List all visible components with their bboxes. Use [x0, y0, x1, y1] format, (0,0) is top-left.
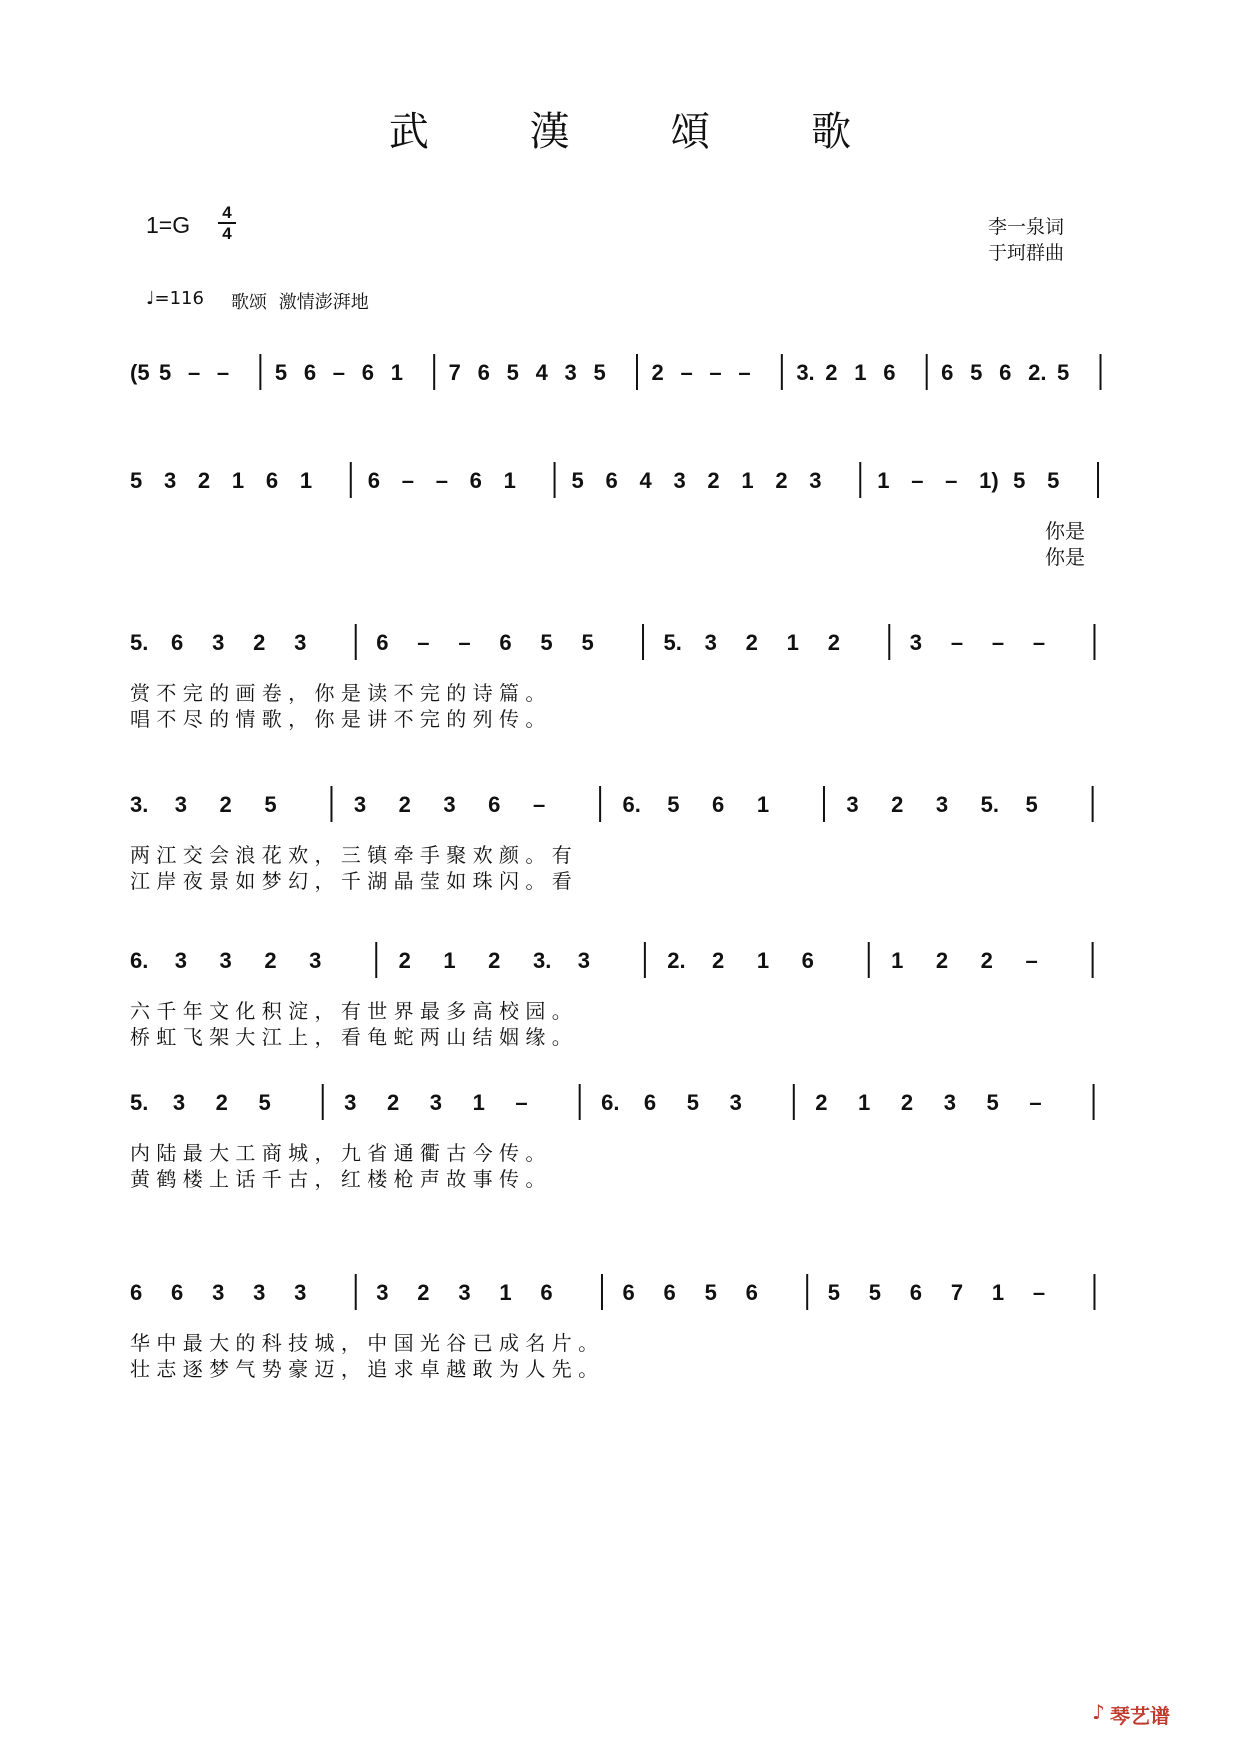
note: 2 — [219, 792, 232, 817]
note: 5. — [980, 792, 1000, 817]
note: 5 — [868, 1280, 881, 1305]
note: 6 — [499, 630, 512, 655]
note: 5 — [704, 1280, 717, 1305]
note: (5 — [130, 360, 150, 385]
note: 4 — [639, 468, 652, 493]
note: 5 — [258, 1090, 271, 1115]
note: 3 — [704, 630, 717, 655]
lyric-line: 六 千 年 文 化 积 淀 ， 有 世 界 最 多 高 校 园 。 — [130, 999, 572, 1023]
lyricist: 李一泉词 — [988, 216, 1065, 238]
note: 5 — [274, 360, 288, 385]
note: 6 — [361, 360, 375, 385]
note: 2 — [775, 468, 788, 493]
note: 3 — [212, 1280, 225, 1305]
note: 5 — [506, 360, 519, 385]
note: 3 — [253, 1280, 266, 1305]
note: 3 — [294, 630, 307, 655]
note: 2 — [488, 948, 501, 973]
note: 4 — [535, 360, 548, 385]
note: 5. — [663, 630, 682, 655]
note: – — [680, 360, 693, 385]
note: 2 — [980, 948, 993, 973]
note: – — [950, 630, 964, 655]
note: 3. — [130, 792, 149, 817]
note: 5 — [1057, 360, 1070, 385]
note: 6 — [477, 360, 490, 385]
note: 6 — [303, 360, 317, 385]
note: 1 — [390, 360, 403, 385]
note: 6 — [265, 468, 279, 493]
note: 3 — [429, 1090, 443, 1115]
lyric-line: 唱 不 尽 的 情 歌 ， 你 是 讲 不 完 的 列 传 。 — [130, 707, 546, 731]
note: 7 — [448, 360, 461, 385]
lyric-line: 两 江 交 会 浪 花 欢 ， 三 镇 牵 手 聚 欢 颜 。 有 — [130, 843, 572, 867]
note: 3 — [846, 792, 859, 817]
note: 2 — [386, 1090, 400, 1115]
note: 1 — [231, 468, 245, 493]
note: – — [532, 792, 546, 817]
note: – — [435, 468, 448, 493]
note: 5 — [1047, 468, 1060, 493]
note: 1 — [756, 948, 770, 973]
key-signature: 1=G — [146, 212, 191, 238]
note: – — [332, 360, 346, 385]
lyric-line: 黄 鹤 楼 上 话 千 古 ， 红 楼 枪 声 故 事 传 。 — [130, 1167, 546, 1191]
note: 5 — [1025, 792, 1038, 817]
time-top: 4 — [222, 203, 232, 222]
watermark: 琴艺谱 — [1110, 1704, 1170, 1728]
note: 6 — [376, 630, 389, 655]
note: 3 — [935, 792, 949, 817]
note: 1 — [443, 948, 456, 973]
note: 1 — [786, 630, 799, 655]
note: 2 — [935, 948, 949, 973]
note: 2 — [827, 630, 840, 655]
lyric-line: 桥 虹 飞 架 大 江 上 ， 看 龟 蛇 两 山 结 姻 缘 。 — [130, 1025, 572, 1049]
note: 6. — [622, 792, 641, 817]
note: 3 — [577, 948, 590, 973]
note: 2 — [398, 792, 411, 817]
note: 6 — [469, 468, 482, 493]
note: 5 — [540, 630, 553, 655]
note: 6 — [941, 360, 954, 385]
note: – — [401, 468, 414, 493]
note: 3 — [294, 1280, 307, 1305]
note: 6 — [367, 468, 381, 493]
note: 5 — [667, 792, 680, 817]
note: 1 — [877, 468, 890, 493]
lyric-line: 壮 志 逐 梦 气 势 豪 迈 ， 追 求 卓 越 敢 为 人 先 。 — [130, 1357, 599, 1381]
note: – — [417, 630, 430, 655]
note: – — [738, 360, 751, 385]
note: 6 — [801, 948, 814, 973]
note: 5 — [686, 1090, 699, 1115]
lyric-line: 内 陆 最 大 工 商 城 ， 九 省 通 衢 古 今 传 。 — [130, 1141, 546, 1165]
note: 3 — [174, 792, 188, 817]
note: – — [515, 1090, 528, 1115]
note: 6 — [488, 792, 501, 817]
note: 1 — [756, 792, 770, 817]
note: 6. — [130, 948, 149, 973]
note: 5 — [581, 630, 594, 655]
note: 1 — [741, 468, 754, 493]
note: – — [1025, 948, 1038, 973]
note: – — [1032, 1280, 1046, 1305]
composer: 于珂群曲 — [988, 242, 1065, 264]
note: 2 — [264, 948, 277, 973]
note: 3 — [673, 468, 686, 493]
note: 1 — [991, 1280, 1005, 1305]
note: 2 — [825, 360, 838, 385]
time-bottom: 4 — [222, 224, 232, 243]
note: 2 — [712, 948, 725, 973]
note: – — [458, 630, 471, 655]
lyric-line: 赏 不 完 的 画 卷 ， 你 是 读 不 完 的 诗 篇 。 — [130, 681, 546, 705]
note: 6 — [663, 1280, 676, 1305]
note: 6 — [171, 630, 184, 655]
note: 5 — [986, 1090, 999, 1115]
page-title: 武 漢 頌 歌 — [388, 109, 896, 155]
note: 5 — [571, 468, 584, 493]
note: 5 — [593, 360, 606, 385]
note: 1 — [472, 1090, 485, 1115]
note: 3 — [172, 1090, 186, 1115]
note: 6 — [909, 1280, 923, 1305]
lyric-line: 你是 — [1045, 545, 1085, 569]
note: 3 — [212, 630, 225, 655]
note: 1 — [299, 468, 313, 493]
note: 2. — [1028, 360, 1047, 385]
note: 6 — [712, 792, 725, 817]
note: 3 — [344, 1090, 357, 1115]
note: 1 — [891, 948, 904, 973]
note: 3 — [174, 948, 188, 973]
note: 6 — [605, 468, 618, 493]
note: 2 — [417, 1280, 430, 1305]
note: 5. — [130, 1090, 149, 1115]
note: – — [1032, 630, 1046, 655]
note: 5 — [130, 468, 143, 493]
note: 6 — [130, 1280, 143, 1305]
note: 3 — [353, 792, 367, 817]
note: 3 — [309, 948, 322, 973]
note: 2. — [667, 948, 686, 973]
note: 5 — [827, 1280, 840, 1305]
note: – — [991, 630, 1005, 655]
note: 6 — [643, 1090, 657, 1115]
note: 2 — [651, 360, 664, 385]
note: 3 — [163, 468, 177, 493]
note: – — [1029, 1090, 1042, 1115]
note: 5 — [158, 360, 172, 385]
note: 6 — [622, 1280, 635, 1305]
note: 2 — [707, 468, 720, 493]
note: 6. — [601, 1090, 620, 1115]
note: 3 — [909, 630, 923, 655]
note: 6 — [883, 360, 896, 385]
note: 3 — [376, 1280, 389, 1305]
note: 3 — [219, 948, 232, 973]
score-rows — [130, 354, 1101, 1381]
note: 5 — [264, 792, 277, 817]
note: 3 — [809, 468, 822, 493]
note: 3 — [943, 1090, 956, 1115]
note: 2 — [253, 630, 266, 655]
note: 3. — [796, 360, 815, 385]
note: 5 — [1013, 468, 1026, 493]
logo-icon: ♪ — [1092, 1700, 1105, 1724]
note: 7 — [950, 1280, 964, 1305]
note: 3. — [532, 948, 552, 973]
lyric-line: 江 岸 夜 景 如 梦 幻 ， 千 湖 晶 莹 如 珠 闪 。 看 — [130, 869, 572, 893]
note: 6 — [171, 1280, 184, 1305]
note: 2 — [197, 468, 211, 493]
note: – — [216, 360, 230, 385]
expression-marking: 歌颂 激情澎湃地 — [231, 292, 369, 313]
note: – — [187, 360, 201, 385]
note: 6 — [540, 1280, 553, 1305]
note: 6 — [999, 360, 1012, 385]
note: 1 — [503, 468, 516, 493]
note: 5 — [970, 360, 983, 385]
tempo-marking: ♩=116 — [146, 288, 204, 309]
note: 3 — [443, 792, 456, 817]
note: 2 — [891, 792, 904, 817]
lyric-line: 华 中 最 大 的 科 技 城 ， 中 国 光 谷 已 成 名 片 。 — [130, 1331, 599, 1355]
note: – — [709, 360, 722, 385]
note: 1) — [979, 468, 999, 493]
note: 2 — [215, 1090, 228, 1115]
lyric-line: 你是 — [1045, 519, 1085, 543]
note: 1 — [854, 360, 867, 385]
note: 2 — [900, 1090, 914, 1115]
note: 3 — [729, 1090, 742, 1115]
note: – — [911, 468, 924, 493]
note: 2 — [398, 948, 411, 973]
note: 2 — [745, 630, 758, 655]
note: 6 — [745, 1280, 758, 1305]
note: 2 — [815, 1090, 828, 1115]
note: 5. — [130, 630, 149, 655]
note: 3 — [564, 360, 577, 385]
note: 3 — [458, 1280, 471, 1305]
note: – — [945, 468, 958, 493]
note: 1 — [858, 1090, 871, 1115]
note: 1 — [499, 1280, 512, 1305]
